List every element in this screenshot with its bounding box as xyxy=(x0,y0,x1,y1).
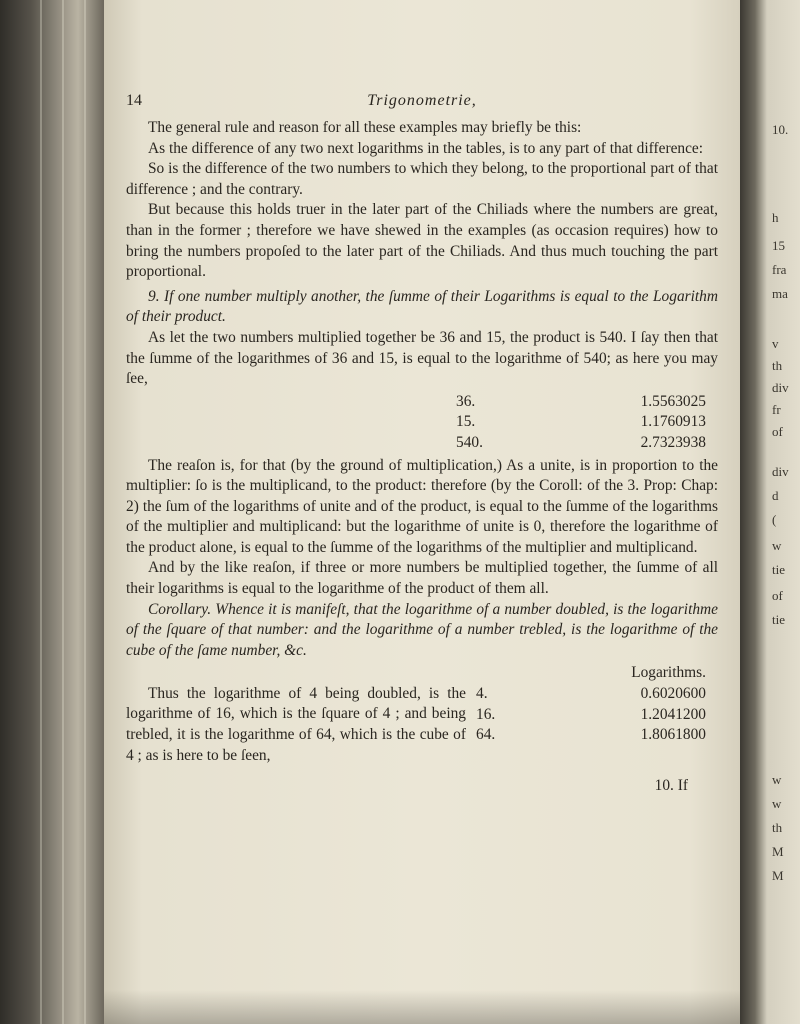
page-edge-line xyxy=(84,0,86,1024)
catchword: 10. If xyxy=(654,777,688,795)
paragraph: The general rule and reason for all these examples may briefly be this: xyxy=(148,119,582,136)
paragraph: And by the like reaſon, if three or more numbers be multiplied together, the ſumme of all their logarithms is equal to the logarithme of the product of them all. xyxy=(126,559,718,598)
page-edge-line xyxy=(40,0,42,1024)
page-shadow xyxy=(104,990,740,1024)
corollary: Corollary. Whence it is manifeſt, that the logarithme of a number doubled, is the logarithme of the ſquare of that number: and the logarithme of a number trebled, is the logarithme of the cube of the ſame number, &c. xyxy=(126,600,718,659)
running-title: Trigonometrie, xyxy=(367,92,477,109)
log-table xyxy=(476,663,706,745)
page-edge-line xyxy=(62,0,64,1024)
proposition-heading: 9. If one number multiply another, the ſumme of their Logarithms is equal to the Logarithm of their product. xyxy=(126,287,718,326)
table-row: 15. 1.1760913 xyxy=(456,413,706,431)
book-page xyxy=(104,0,740,1024)
paragraph: As let the two numbers multiplied together be 36 and 15, the product is 540. I ſay then that the ſumme of the logarithmes of 36 and 15, is equal to the logarithme of 540; as here you may ſee, xyxy=(126,328,718,388)
paragraph: Thus the logarithme of 4 being doubled, is the logarithme of 16, which is the ſquare of 4 ; and being trebled, it is the logarithme of 64, which is the cube of 4 ; as is here to be ſeen, xyxy=(126,684,466,764)
log-table xyxy=(456,392,706,454)
paragraph: But because this holds truer in the later part of the Chiliads where the numbers are great, than in the former ; therefore we have shewed in the examples (as occasion requires) how to bring the numbers propoſed to the later part of the Chiliads. And thus much touching the part proportional. xyxy=(126,201,718,281)
table-row: 540. 2.7323938 xyxy=(456,433,706,451)
paragraph: The reaſon is, for that (by the ground of multiplication,) As a unite, is in proportion to the multiplier: ſo is the multiplicand, to the product: therefore (by the Coroll: of the 3. Prop: Chap: 2) the ſum of the logarithms of unite and of the product, is equal to the ſumme of the logarithms of the multiplier and multiplicand: but the logarithme of unite is 0, therefore the logarithme of the product alone, is equal to the ſumme of the logarithms of the multiplier and multiplicand. xyxy=(126,456,718,556)
page-body xyxy=(126,118,718,797)
page-number: 14 xyxy=(126,92,142,109)
table-row: 64. 1.8061800 xyxy=(476,726,706,744)
facing-page xyxy=(740,0,800,1024)
book-gutter xyxy=(0,0,104,1024)
paragraph: As the difference of any two next logarithms in the tables, is to any part of that difference: xyxy=(148,139,704,157)
paragraph: So is the difference of the two numbers to which they belong, to the proportional part of that difference ; and the contrary. xyxy=(126,160,718,198)
table-row: 16. 1.2041200 xyxy=(476,705,706,723)
page-header xyxy=(126,92,718,116)
table-row: 4. 0.6020600 xyxy=(476,685,706,703)
table-header: Logarithms. xyxy=(631,664,706,682)
table-row: 36. 1.5563025 xyxy=(456,392,706,410)
